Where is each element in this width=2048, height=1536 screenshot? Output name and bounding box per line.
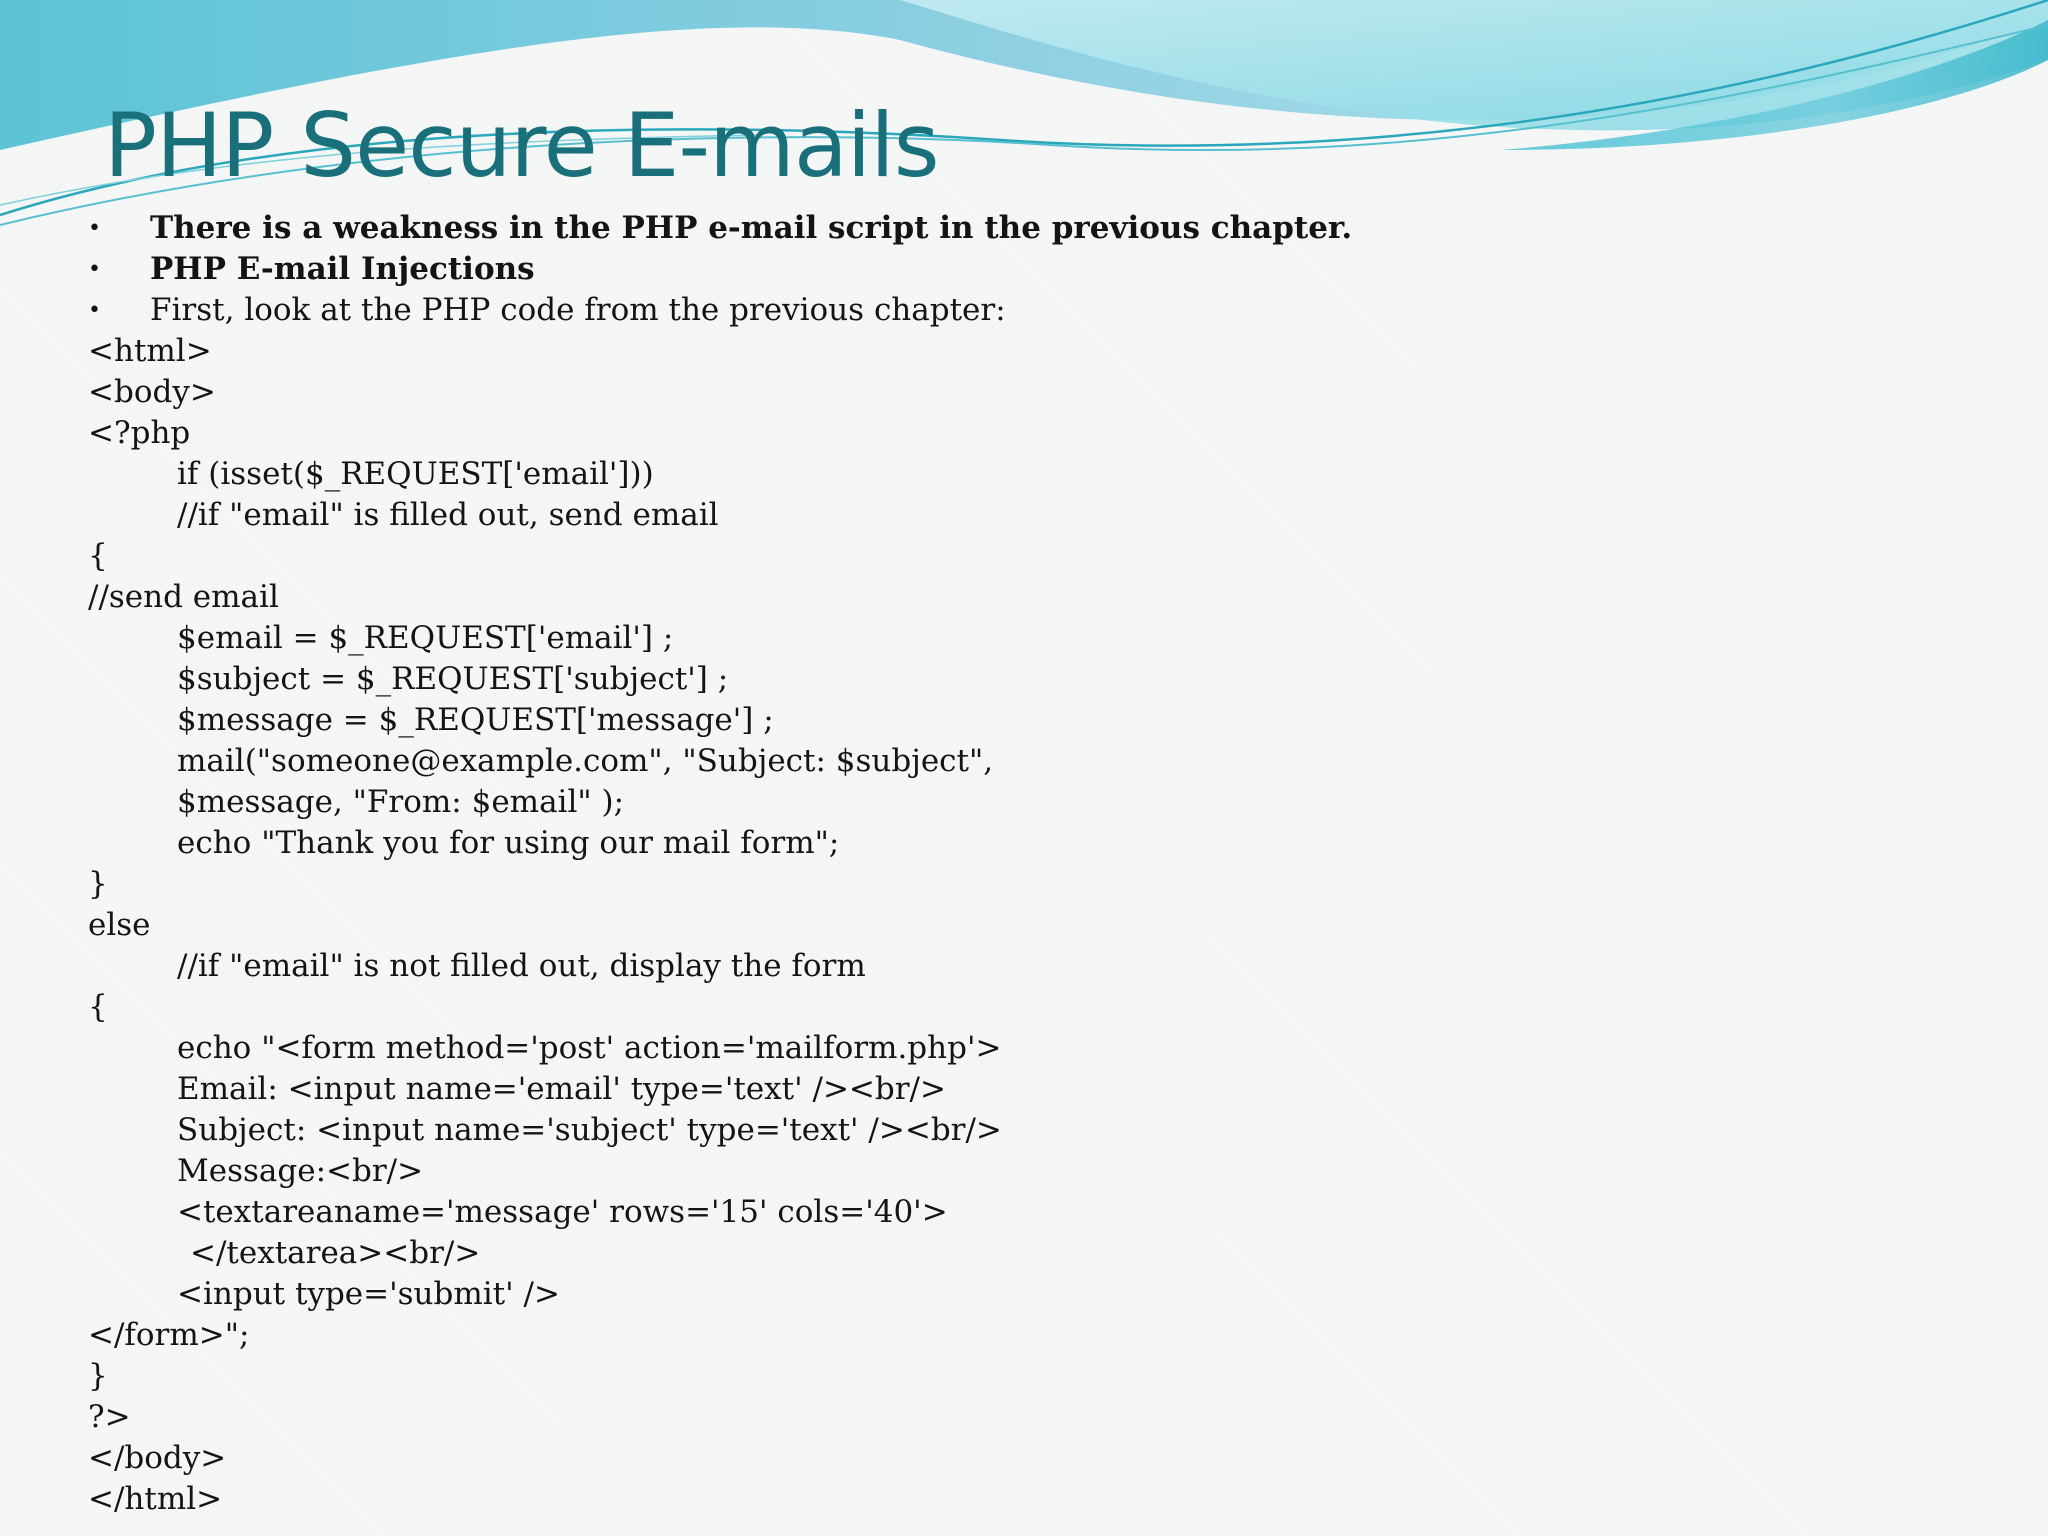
code-line: </form>";: [88, 1317, 250, 1353]
code-line: {: [88, 989, 108, 1025]
code-line: Message:<br/>: [177, 1153, 424, 1189]
code-line: Email: <input name='email' type='text' /><br/>: [177, 1071, 946, 1107]
code-line: $email = $_REQUEST['email'] ;: [177, 620, 674, 656]
code-line: <body>: [88, 374, 216, 410]
code-line: <?php: [88, 415, 191, 451]
bullet-text: PHP E-mail Injections: [150, 251, 535, 287]
code-line: </html>: [88, 1481, 223, 1517]
bullet-text: First, look at the PHP code from the previous chapter:: [150, 292, 1006, 328]
bullet-item: [0, 208, 2048, 249]
bullet-item: [0, 290, 2048, 331]
bullet-symbol: •: [88, 216, 101, 241]
code-line: </textarea><br/>: [190, 1235, 481, 1271]
bullet-symbol: •: [88, 257, 101, 282]
slide-body: [0, 208, 2048, 1520]
code-line: //if "email" is filled out, send email: [177, 497, 719, 533]
code-line: }: [88, 1358, 108, 1394]
code-line: //if "email" is not filled out, display the form: [177, 948, 866, 984]
bullet-list: [0, 208, 2048, 331]
code-line: </body>: [88, 1440, 227, 1476]
code-line: mail("someone@example.com", "Subject: $subject",: [177, 743, 994, 779]
code-line: $message, "From: $email" );: [177, 784, 625, 820]
code-line: }: [88, 866, 108, 902]
code-line: <textareaname='message' rows='15' cols='40'>: [177, 1194, 948, 1230]
slide-title: PHP Secure E-mails: [104, 94, 939, 197]
code-line: echo "<form method='post' action='mailform.php'>: [177, 1030, 1002, 1066]
code-line: echo "Thank you for using our mail form";: [177, 825, 840, 861]
code-line: <html>: [88, 333, 212, 369]
code-line: else: [88, 907, 151, 943]
bullet-item: [0, 249, 2048, 290]
code-line: <input type='submit' />: [177, 1276, 560, 1312]
code-line: Subject: <input name='subject' type='text' /><br/>: [177, 1112, 1002, 1148]
code-line: $message = $_REQUEST['message'] ;: [177, 702, 774, 738]
code-line: {: [88, 538, 108, 574]
code-line: ?>: [88, 1399, 131, 1435]
code-line: //send email: [88, 579, 279, 615]
bullet-text: There is a weakness in the PHP e-mail script in the previous chapter.: [150, 210, 1353, 246]
bullet-symbol: •: [88, 298, 101, 323]
code-line: if (isset($_REQUEST['email'])): [177, 456, 654, 492]
code-block: [0, 331, 2048, 1520]
code-line: $subject = $_REQUEST['subject'] ;: [177, 661, 729, 697]
